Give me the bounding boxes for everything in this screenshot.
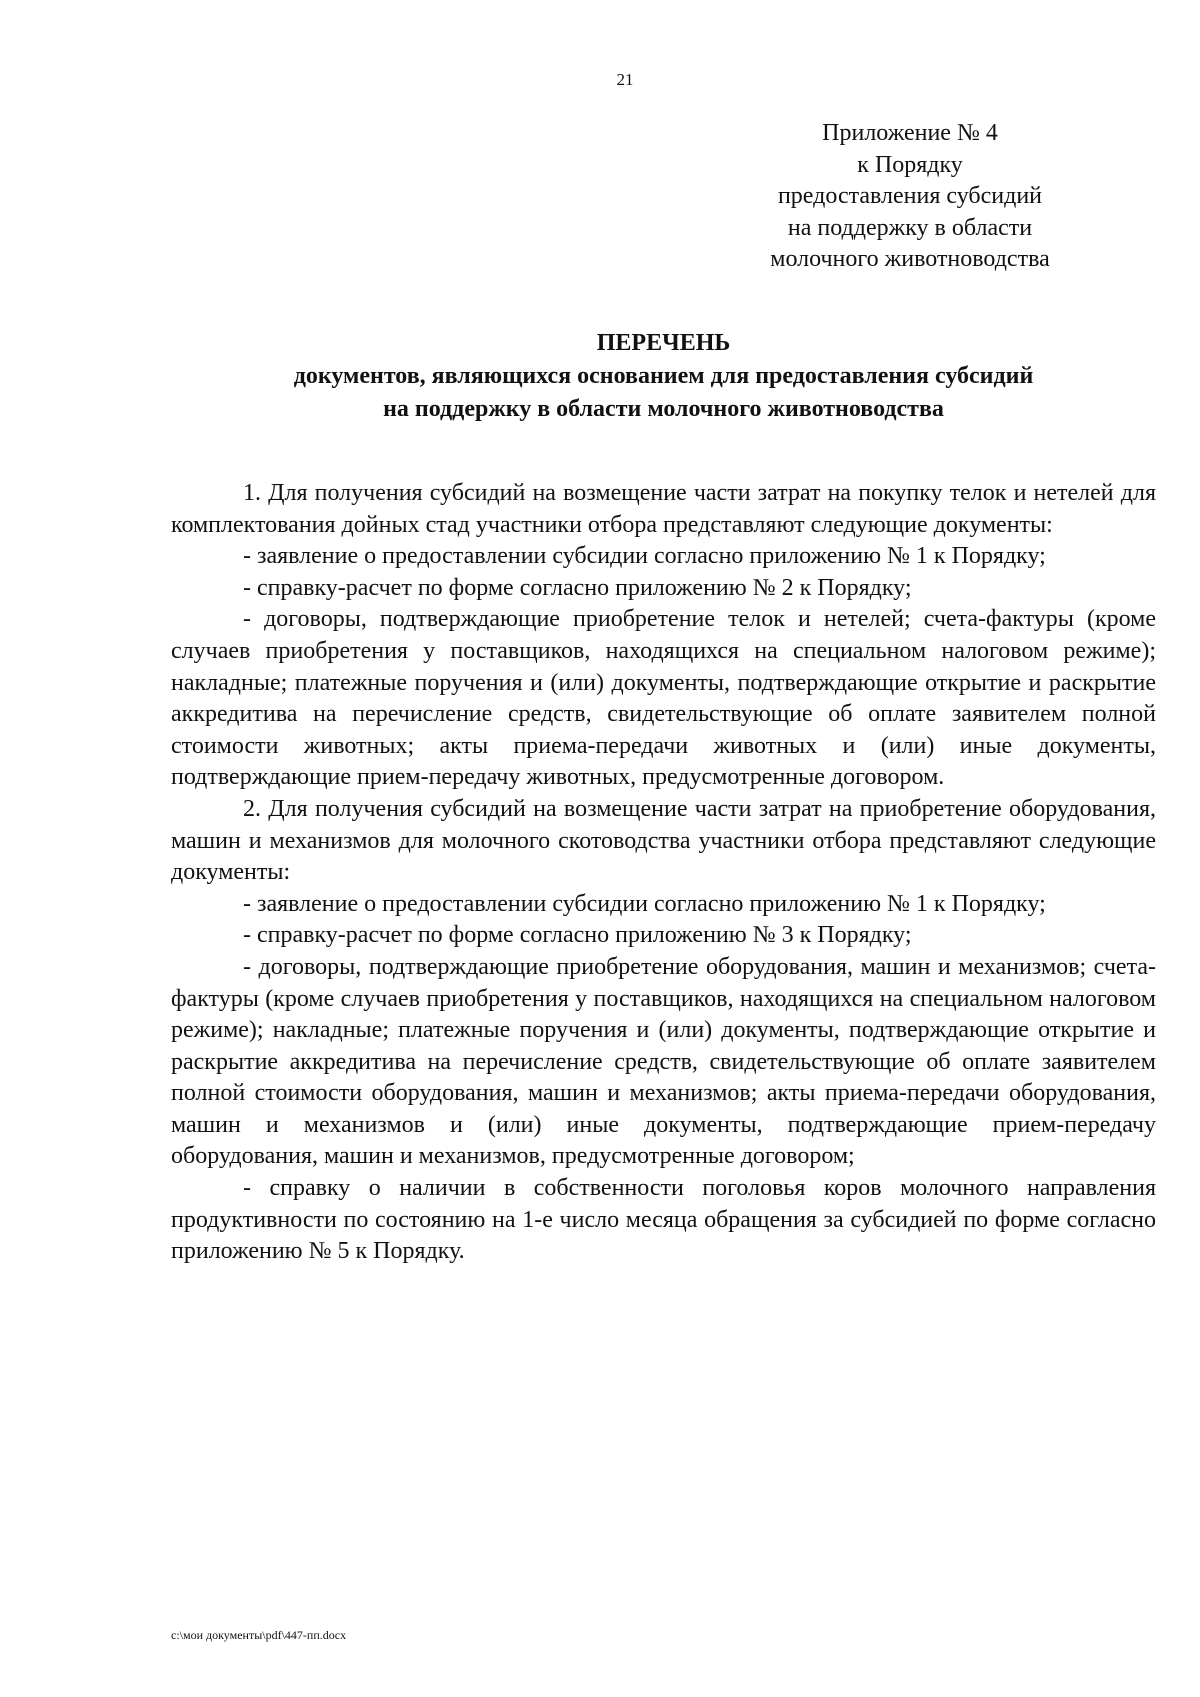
list-item: - договоры, подтверждающие приобретение телок и нетелей; счета-фактуры (кроме случаев приобретения у поставщиков, находящихся на специальном налоговом режиме); накладные; платежные поручения и (или) документы, подтверждающие открытие и раскрытие аккредитива на перечисление средств, свидетельствующие об оплате заявителем полной стоимости животных; акты приема-передачи животных и (или) иные документы, подтверждающие прием-передачу животных, предусмотренные договором. — [171, 606, 1156, 791]
document-body — [171, 478, 1156, 1268]
page-number: 21 — [616, 70, 634, 89]
annex-line: на поддержку в области — [787, 214, 1033, 241]
list-item: - договоры, подтверждающие приобретение оборудования, машин и механизмов; счета-фактуры (кроме случаев приобретения у поставщиков, находящихся на специальном налоговом режиме); накладные; платежные поручения и (или) документы, подтверждающие открытие и раскрытие аккредитива на перечисление средств, свидетельствующие об оплате заявителем полной стоимости оборудования, машин и механизмов; акты приема-передачи оборудования, машин и механизмов и (или) иные документы, подтверждающие прием-передачу оборудования, машин и механизмов, предусмотренные договором; — [171, 953, 1156, 1170]
title-line: на поддержку в области молочного животноводства — [383, 396, 944, 422]
annex-line: предоставления субсидий — [777, 183, 1043, 209]
list-item: - заявление о предоставлении субсидии согласно приложению № 1 к Порядку; — [243, 890, 1046, 917]
annex-line: молочного животноводства — [770, 246, 1050, 272]
paragraph: 1. Для получения субсидий на возмещение части затрат на покупку телок и нетелей для комплектования дойных стад участники отбора представляют следующие документы: — [171, 480, 1156, 538]
paragraph: 2. Для получения субсидий на возмещение части затрат на приобретение оборудования, машин и механизмов для молочного скотоводства участники отбора представляют следующие документы: — [171, 795, 1156, 886]
list-item: - справку о наличии в собственности поголовья коров молочного направления продуктивности по состоянию на 1-е число месяца обращения за субсидией по форме согласно приложению № 5 к Порядку. — [171, 1175, 1156, 1265]
annex-line: к Порядку — [857, 151, 963, 178]
annex-header — [740, 118, 1080, 276]
list-item: - справку-расчет по форме согласно приложению № 2 к Порядку; — [243, 574, 912, 601]
title-line: документов, являющихся основанием для предоставления субсидий — [293, 363, 1034, 389]
list-item: - справку-расчет по форме согласно приложению № 3 к Порядку; — [243, 922, 912, 949]
list-item: - заявление о предоставлении субсидии согласно приложению № 1 к Порядку; — [243, 543, 1046, 570]
document-title — [171, 327, 1156, 426]
footer-file-path: c:\мои документы\pdf\447-пп.docx — [171, 1628, 347, 1642]
annex-line: Приложение № 4 — [822, 120, 998, 146]
title-heading: ПЕРЕЧЕНЬ — [596, 330, 731, 356]
